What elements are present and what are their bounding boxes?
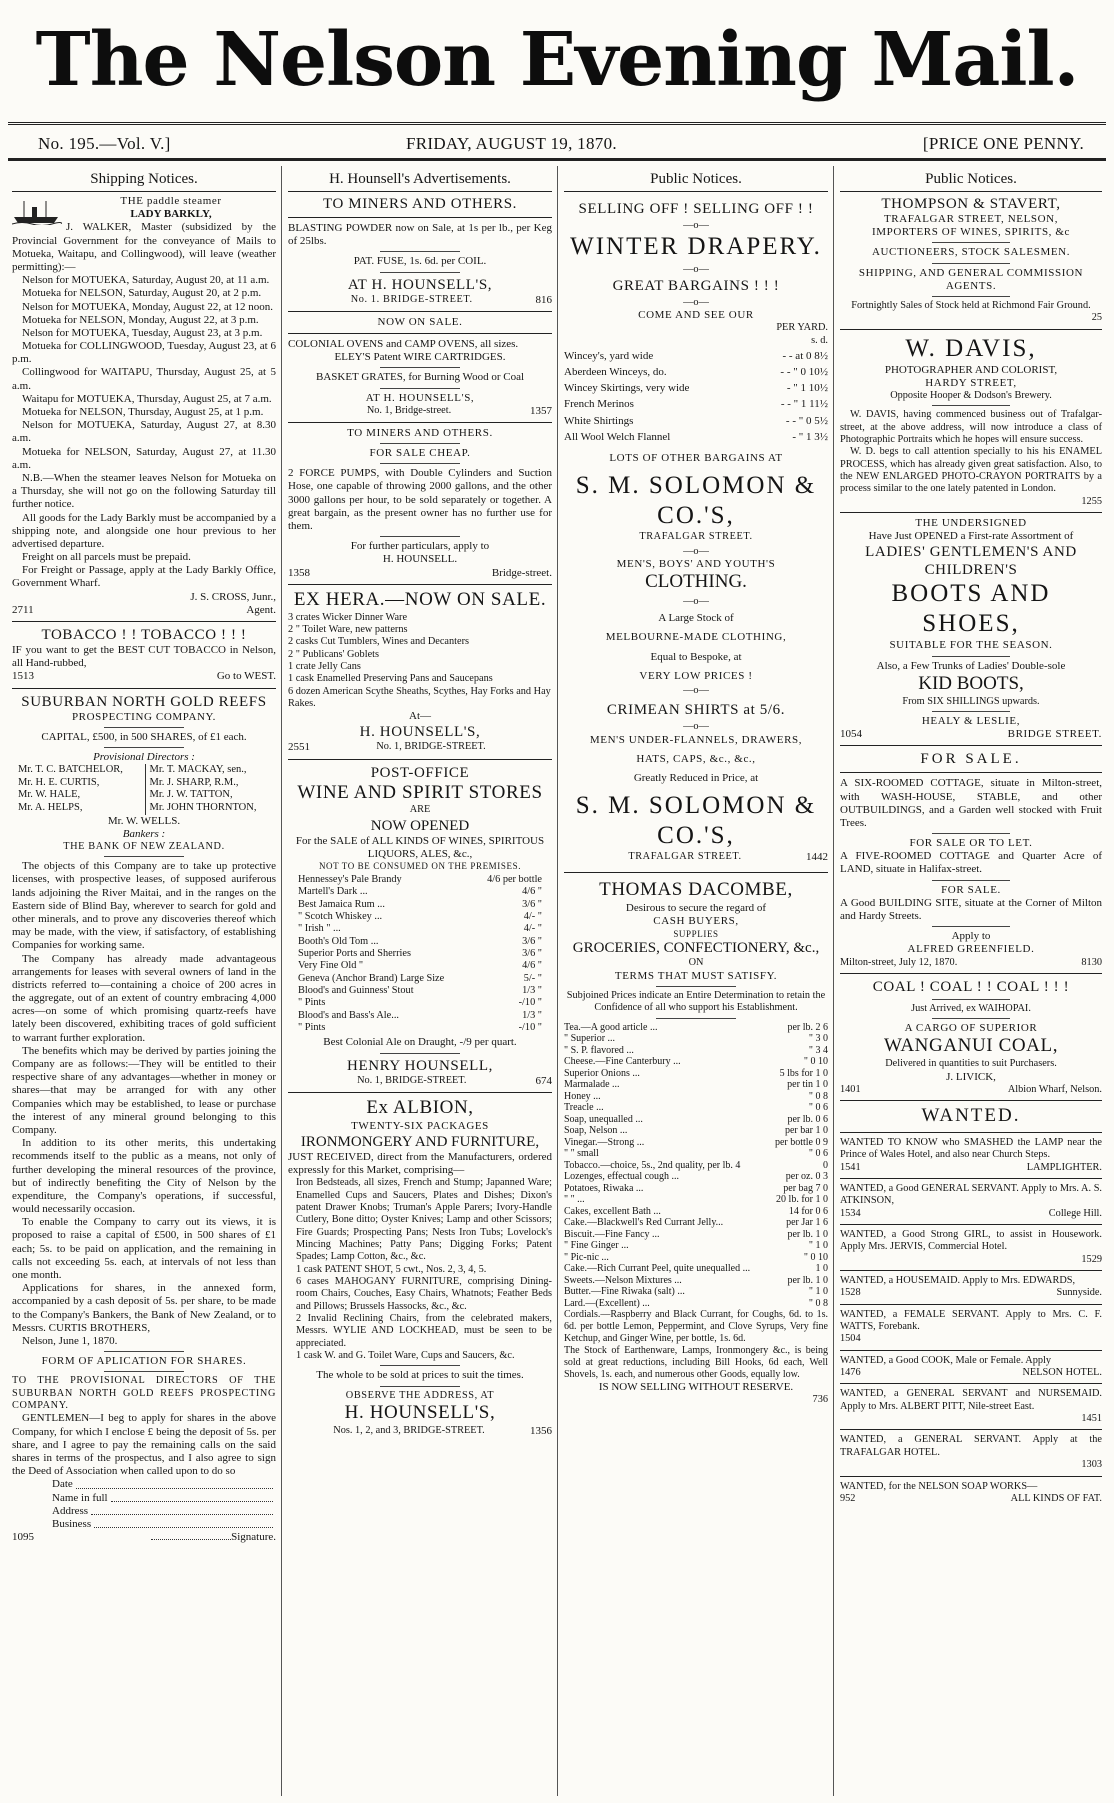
ad-text: COME AND SEE OUR xyxy=(638,309,754,322)
ad-text: ARE xyxy=(409,804,431,816)
ad-text: A CARGO OF SUPERIOR xyxy=(904,1022,1038,1035)
ad-text: Cordials.—Raspberry and Black Currant, for Coughs, 6d. to 1s. 6d. per bottle Lemon, Peppermint, and Clove Syrups, Very fine Ketchup, and Ginger Wine, per bottle, 1s. 6d. xyxy=(564,1309,828,1345)
ad-text: VERY LOW PRICES ! xyxy=(639,669,753,682)
ad-title: SELLING OFF ! SELLING OFF ! ! xyxy=(578,201,814,217)
ad-number: 1442 xyxy=(805,851,828,864)
ad-subtitle: TWENTY-SIX PACKAGES xyxy=(351,1119,489,1132)
wanted-ad: WANTED, a HOUSEMAID. Apply to Mrs. EDWARDS, xyxy=(840,1275,1076,1287)
paragraph: The Company has already made advantageous arrangements for leases with several owners of land in the districts referred to—containing a choice of 200 acres in the aggregate, out of an extent of country embracing 4,000 acres—on some of which promising quartz-reefs have lately been discovered, exhibiting traces of gold sufficient to warrant further exploration. xyxy=(12,952,276,1044)
masthead-title: The Nelson Evening Mail. xyxy=(35,17,1079,103)
ship-name: LADY BARKLY, xyxy=(130,208,212,221)
director: Mr. J. SHARP, R.M., xyxy=(149,776,239,788)
paragraph: W. DAVIS, having commenced business out of Trafalgar-street, at the above address, will now introduce a class of Photographic Portraits which he hopes will ensure success. xyxy=(840,409,1102,446)
list-item: 1 crate Jelly Cans xyxy=(288,660,361,672)
director: Mr. H. E. CURTIS, xyxy=(18,776,100,788)
price-row: Geneva (Anchor Brand) Large Size 5/- " xyxy=(298,972,542,984)
price-row: Superior Onions ... 5 lbs for 1 0 xyxy=(564,1067,828,1079)
ad-number: 1356 xyxy=(530,1424,552,1437)
ad-gold-reefs xyxy=(12,693,276,1545)
notice: All goods for the Lady Barkly must be accompanied by a shipping note, and alongside one hour previous to her advertised departure. xyxy=(12,511,276,550)
price-row: Booth's Old Tom ... 3/6 " xyxy=(298,935,542,947)
ad-title: SUBURBAN NORTH GOLD REEFS xyxy=(21,693,267,710)
price-row: Blood's and Bass's Ale... 1/3 " xyxy=(298,1009,542,1021)
sailing: Motueka for NELSON, Saturday, August 27, at 11.30 a.m. xyxy=(12,445,276,471)
sailing: Nelson for MOTUEKA, Saturday, August 20, at 11 a.m. xyxy=(22,274,270,287)
ad-text: A Good BUILDING SITE, situate at the Corner of Milton and Hardy Streets. xyxy=(840,896,1102,923)
ad-text: MELBOURNE-MADE CLOTHING, xyxy=(605,631,787,644)
price-row: Sweets.—Nelson Mixtures ... per lb. 1 0 xyxy=(564,1274,828,1286)
ad-text: AUCTIONEERS, STOCK SALESMEN. xyxy=(871,246,1071,259)
price-row: " Superior ... " 3 0 xyxy=(564,1033,828,1045)
ad-text: Go to WEST. xyxy=(216,670,276,683)
ad-subtitle: PROSPECTING COMPANY. xyxy=(71,710,217,723)
ad-title: TO MINERS AND OTHERS. xyxy=(347,426,493,439)
ad-number: 1095 xyxy=(12,1531,34,1544)
ad-text: THE UNDERSIGNED xyxy=(915,517,1027,530)
ad-title: WINE AND SPIRIT STORES xyxy=(297,781,543,803)
sailing: Waitapu for MOTUEKA, Thursday, August 25, at 7 a.m. xyxy=(22,392,272,405)
price-row: Soap, Nelson ... per bar 1 0 xyxy=(564,1125,828,1137)
price-row: Soap, unequalled ... per lb. 0 6 xyxy=(564,1113,828,1125)
price-row: Superior Ports and Sherries 3/6 " xyxy=(298,948,542,960)
ad-number: 1513 xyxy=(12,670,34,683)
ad-title: CLOTHING. xyxy=(645,571,747,593)
price-row: Hennessey's Pale Brandy 4/6 per bottle xyxy=(298,873,542,885)
ad-number: 1358 xyxy=(288,566,310,579)
ad-signature: HEALY & LESLIE, xyxy=(921,714,1021,727)
ad-number: 2551 xyxy=(288,741,310,754)
price-row: Honey ... " 0 8 xyxy=(564,1090,828,1102)
steamer-icon xyxy=(12,197,62,225)
price-row: " Pints -/10 " xyxy=(298,1022,542,1034)
price-row: Tobacco.—choice, 5s., 2nd quality, per lb. 4 0 xyxy=(564,1159,828,1171)
price-row: Treacle ... " 0 6 xyxy=(564,1102,828,1114)
ad-signature: H. HOUNSELL'S, xyxy=(359,724,481,741)
sailing: Motueka for COLLINGWOOD, Tuesday, August 23, at 6 p.m. xyxy=(12,340,276,366)
ad-text: COLONIAL OVENS and CAMP OVENS, all sizes. xyxy=(288,337,519,350)
ad-text: Greatly Reduced in Price, at xyxy=(633,772,759,785)
price-row: Blood's and Guinness' Stout 1/3 " xyxy=(298,985,542,997)
director: Mr. J. W. TATTON, xyxy=(149,789,233,801)
list-item: 3 crates Wicker Dinner Ware xyxy=(288,611,408,623)
wanted-ad: WANTED, for the NELSON SOAP WORKS— xyxy=(840,1480,1038,1492)
ad-signature: HENRY HOUNSELL, xyxy=(347,1057,493,1074)
ad-text: LOTS OF OTHER BARGAINS AT xyxy=(609,452,783,465)
ad-title: FOR SALE. xyxy=(941,883,1001,896)
wanted-ad: WANTED, a FEMALE SERVANT. Apply to Mrs. C. F. WATTS, Forebank. xyxy=(840,1308,1102,1333)
ad-title: THOMPSON & STAVERT, xyxy=(881,196,1061,212)
ad-address: AT H. HOUNSELL'S, xyxy=(347,276,493,293)
ad-number: 1528 xyxy=(840,1287,861,1299)
street: No. 1, BRIDGE-STREET. xyxy=(357,1074,467,1086)
ad-text: Have Just OPENED a First-rate Assortment of xyxy=(868,530,1074,543)
ad-subtitle: PHOTOGRAPHER AND COLORIST, xyxy=(884,363,1058,376)
director: Mr. W. WELLS. xyxy=(107,814,181,827)
list-item: 1 cask PATENT SHOT, 5 cwt., Nos. 2, 3, 4, 5. xyxy=(296,1263,487,1275)
notice: N.B.—When the steamer leaves Nelson for Motueka on a Thursday, she will not go on the following Saturday till further notice. xyxy=(12,471,276,511)
ad-text: Best Colonial Ale on Draught, -/9 per quart. xyxy=(323,1036,517,1049)
price-row: French Merinos - - " 1 11½ xyxy=(564,398,828,411)
ad-text: HATS, CAPS, &c., &c., xyxy=(636,752,756,765)
paragraph: The benefits which may be derived by parties joining the Company are as follows:—They will be entitled to their respective share of any advantages—whether in money or shares—that may be arranged for with any other Companies which may be established, to lease or purchase the interest of any mineral ground belonging to this Company. xyxy=(12,1044,276,1136)
ad-title: WANGANUI COAL, xyxy=(883,1035,1059,1057)
ad-text: PER YARD. xyxy=(776,322,828,334)
bank-name: THE BANK OF NEW ZEALAND. xyxy=(63,840,225,852)
list-item: 2 casks Cut Tumblers, Wines and Decanters xyxy=(288,636,469,648)
notice: For Freight or Passage, apply at the Lady Barkly Office, Government Wharf. xyxy=(12,564,276,590)
street: BRIDGE STREET. xyxy=(1007,728,1102,741)
price-row: Cake.—Blackwell's Red Currant Jelly... per Jar 1 6 xyxy=(564,1217,828,1229)
street: HARDY STREET, xyxy=(925,376,1017,389)
ad-signature: J. LIVICK, xyxy=(946,1070,996,1083)
column-hounsell xyxy=(284,166,556,1796)
wanted-ad: WANTED, a Good COOK, Male or Female. Apply xyxy=(840,1354,1052,1366)
price-row: Marmalade ... per tin 1 0 xyxy=(564,1079,828,1091)
ad-title: NOW ON SALE. xyxy=(377,315,463,328)
price-row: Lard.—(Excellent) ... " 0 8 xyxy=(564,1297,828,1309)
price-row: " " small " 0 6 xyxy=(564,1148,828,1160)
form-field-label: Business xyxy=(52,1517,92,1530)
ad-text: Subjoined Prices indicate an Entire Determination to retain the Confidence of all who support his Establishment. xyxy=(566,989,826,1014)
bankers-heading: Bankers : xyxy=(122,827,166,840)
grocery-price-list xyxy=(564,1022,828,1310)
column-shipping xyxy=(8,166,280,1796)
ad-text: The whole to be sold at prices to suit the times. xyxy=(316,1369,524,1382)
ad-signature: ALL KINDS OF FAT. xyxy=(1010,1492,1102,1504)
ad-number: 1476 xyxy=(840,1367,861,1379)
price-row: " Pic-nic ... " 0 10 xyxy=(564,1251,828,1263)
ad-text: Also, a Few Trunks of Ladies' Double-sole xyxy=(876,659,1066,672)
notice: Freight on all parcels must be prepaid. xyxy=(22,551,191,564)
ad-number: 1357 xyxy=(529,404,552,417)
ad-title: BOOTS AND SHOES, xyxy=(891,580,1051,638)
masthead-rule xyxy=(8,122,1106,125)
ad-text: A FIVE-ROOMED COTTAGE and Quarter Acre of LAND, situate in Halifax-street. xyxy=(840,850,1102,876)
ad-text: For further particulars, apply to xyxy=(350,540,490,553)
sailing: Motueka for NELSON, Monday, August 22, at 3 p.m. xyxy=(22,313,259,326)
sailing: Collingwood for WAITAPU, Thursday, August 25, at 5 a.m. xyxy=(12,366,276,392)
divider xyxy=(12,688,276,689)
ad-text: BASKET GRATES, for Burning Wood or Coal xyxy=(315,371,525,384)
ad-number: 2711 xyxy=(12,603,34,616)
ad-number: 1401 xyxy=(840,1083,861,1095)
wanted-ad: WANTED, a Good Strong GIRL, to assist in Housework. Apply Mrs. JERVIS, Commercial Hotel. xyxy=(840,1229,1102,1253)
sailing: Nelson for MOTUEKA, Saturday, August 27, at 8.30 a.m. xyxy=(12,419,276,445)
signature-title: Agent. xyxy=(246,603,276,616)
ad-tobacco xyxy=(12,626,276,684)
ad-title: WINTER DRAPERY. xyxy=(570,233,822,261)
divider xyxy=(12,621,276,622)
price-row: Cakes, excellent Bath ... 14 for 0 6 xyxy=(564,1205,828,1217)
ad-text: CASH BUYERS, xyxy=(653,915,739,928)
ad-text: A SIX-ROOMED COTTAGE, situate in Milton-street, with WASH-HOUSE, STABLE, and other OUTBUILDINGS, and a Garden well stocked with Fruit Trees. xyxy=(840,777,1102,829)
signature: J. S. CROSS, Junr., xyxy=(190,590,276,603)
ad-text: The Stock of Earthenware, Lamps, Ironmongery &c., is being sold at great reductions, including Bill Hooks, 6d each, Well Shovels, 1s. each, and numerous other Goods, equally low. xyxy=(564,1345,828,1381)
wanted-ad: WANTED, a GENERAL SERVANT. Apply at the TRAFALGAR HOTEL. xyxy=(840,1434,1102,1458)
section-heading: H. Hounsell's Advertisements. xyxy=(288,166,552,192)
issue-date: FRIDAY, AUGUST 19, 1870. xyxy=(406,134,617,153)
director: Mr. W. HALE, xyxy=(18,789,81,801)
street: TRAFALGAR STREET. xyxy=(639,531,753,543)
sailing: Motueka for NELSON, Thursday, August 25, at 1 p.m. xyxy=(22,406,264,418)
ad-title: TOBACCO ! ! TOBACCO ! ! ! xyxy=(41,627,247,643)
ad-title: LADIES' GENTLEMEN'S AND CHILDREN'S xyxy=(865,544,1077,579)
list-item: 2 " Publicans' Goblets xyxy=(288,648,380,660)
price-row: Butter.—Fine Riwaka (salt) ... " 1 0 xyxy=(564,1286,828,1298)
street: Nos. 1, 2, and 3, BRIDGE-STREET. xyxy=(333,1424,485,1436)
wanted-ad: WANTED, a Good GENERAL SERVANT. Apply to Mrs. A. S. ATKINSON, xyxy=(840,1182,1102,1207)
wanted-ad: WANTED, a GENERAL SERVANT and NURSEMAID. Apply to Mrs. ALBERT PITT, Nile-street East. xyxy=(840,1388,1102,1412)
ad-text: ON xyxy=(688,957,704,969)
ad-text: SUPPLIES xyxy=(673,928,719,939)
form-field-label: Signature. xyxy=(231,1531,276,1544)
ad-number: 816 xyxy=(535,293,552,306)
ad-text: PAT. FUSE, 1s. 6d. per COIL. xyxy=(353,255,487,268)
director: Mr. A. HELPS, xyxy=(18,801,83,813)
ad-text: For the SALE of ALL KINDS OF WINES, SPIRITOUS LIQUORS, ALES, &c., xyxy=(295,834,545,860)
ad-text: JUST RECEIVED, direct from the Manufacturers, ordered expressly for this Market, comprising— xyxy=(288,1150,552,1176)
ad-text: OBSERVE THE ADDRESS, AT xyxy=(345,1389,495,1401)
ad-signature: Sunnyside. xyxy=(1056,1287,1102,1299)
ad-title: KID BOOTS, xyxy=(918,672,1024,694)
section-heading: Public Notices. xyxy=(840,166,1102,192)
ad-number: 1504 xyxy=(840,1333,861,1345)
ad-number: 1534 xyxy=(840,1207,861,1219)
ad-number: 1054 xyxy=(840,728,862,741)
ad-signature: H. HOUNSELL'S, xyxy=(344,1401,496,1423)
price-row: White Shirtings - - " 0 5½ xyxy=(564,414,828,427)
dateline xyxy=(8,128,1106,156)
ad-title: THE paddle steamer xyxy=(120,195,222,207)
sailing: Nelson for MOTUEKA, Tuesday, August 23, at 3 p.m. xyxy=(22,326,263,339)
price-row: Wincey Skirtings, very wide - " 1 10½ xyxy=(564,382,828,395)
director: Mr. T. MACKAY, sen., xyxy=(149,764,247,776)
price-row: All Wool Welch Flannel - " 1 3½ xyxy=(564,430,828,443)
ad-text: Equal to Bespoke, at xyxy=(650,650,742,663)
list-item: 2 Invalid Reclining Chairs, from the celebrated makers, Messrs. WYLIE AND LOCKHEAD, must be seen to be appreciated. xyxy=(296,1312,552,1349)
section-heading: Shipping Notices. xyxy=(12,166,276,192)
list-item: Iron Bedsteads, all sizes, French and Stump; Japanned Ware; Enamelled Cups and Saucers, Plates and Dishes; Dixon's patent Drawer Knobs; Truman's Apple Parers; Ivory-Handle Cutlery, Bone ditto; Oyster Knives; Lamp and other Scissors; Fire Guards; Prospecting Pans; Nests Iron Tubs; Lovelock's Mincing Machines; Patty Pans; Digging Forks; Patent Spades; Lamp Cotton, &c., &c. xyxy=(296,1177,552,1263)
ad-number: 8130 xyxy=(1081,956,1102,968)
form-heading: FORM OF APLICATION FOR SHARES. xyxy=(41,1355,247,1368)
paragraph: W. D. begs to call attention specially to his his ENAMEL PROCESS, which has already given great satisfaction. Also, to the NEW ENLARGED PHOTO-CRAYON PORTRAITS by a process similar to the one lately patented in London. xyxy=(840,446,1102,495)
column-rule xyxy=(833,166,834,1796)
ad-signature: LAMPLIGHTER. xyxy=(1026,1161,1102,1173)
sailing: Nelson for MOTUEKA, Monday, August 22, at 12 noon. xyxy=(22,300,274,313)
street: Bridge-street. xyxy=(491,566,552,579)
ad-title: FOR SALE CHEAP. xyxy=(369,447,471,460)
ad-title: IRONMONGERY AND FURNITURE, xyxy=(300,1133,540,1150)
column-public-notices: Public Notices. SELLING OFF ! SELLING OFF ! ! —o— WINTER DRAPERY. —o— GREAT BARGAINS ! ! ! —o— COME AND SEE OUR PER YARD. s. d. Wincey's, yard wide - - at 0 8½ Aberdeen Winceys, do. - - " 0 10½ Wincey Skirtings, very wide - " 1 10½ French Merinos - - " 1 11½ White Shirtings - - " 0 5½ All Wool Welch Flannel - " 1 3½ LOTS OF OTHER BARGAINS AT S. M. SOLOMON & CO.'S, TRAFALGAR STREET. —o— MEN'S, BOYS' AND YOUTH'S CLOTHING. —o— A Large Stock of MELBOURNE-MADE CLOTHING, Equal to Bespoke, at VERY LOW PRICES ! —o— CRIMEAN SHIRTS at 5/6. —o— MEN'S UNDER-FLANNELS, DRAWERS, HATS, CAPS, &c., &c., Greatly Reduced in Price, at S. M. SOLOMON & CO.'S, TRAFALGAR STREET. 1442 THOMAS DACOMBE, Desirous to secure the regard of CASH BUYERS, SUPPLIES GROCERIES, CONFECTIONERY, &c., ON TERMS THAT MUST SATISFY. Subjoined Prices indicate an Entire Determination to retain the Confidence of all who support his Establishment. Tea.—A good article ... per lb. 2 6 " Superior ... " 3 0 " S. P. flavored ... " 3 4 Cheese.—Fine Canterbury ... " 0 10 Superior Onions ... 5 lbs for 1 0 Marmalade ... per tin 1 0 Honey ... " 0 8 Treacle ... " 0 6 Soap, unequalled ... per lb. 0 6 Soap, Nelson ... per bar 1 0 Vinegar.—Strong ... per bottle 0 9 " " small " 0 6 Tobacco.—choice, 5s., 2nd quality, per lb. 4 0 Lozenges, effectual cough ... per oz. 0 3 Potatoes, Riwaka ... per bag 7 0 " " ... 20 lb. for 1 0 Cakes, excellent Bath ... 14 for 0 6 Cake.—Blackwell's Red Currant Jelly... per Jar 1 6 Biscuit.—Fine Fancy ... per lb. 1 0 " Fine Ginger ... " 1 0 " Pic-nic ... " 0 10 Cake.—Rich Currant Peel, quite unequalled ... 1 0 Sweets.—Nelson Mixtures ... per lb. 1 0 Butter.—Fine Riwaka (salt) ... " 1 0 Lard.—(Excellent) ... " 0 8 Cordials.—Raspberry and Black Currant, for Coughs, 6d. to 1s. 6d. per bottle Lemon, Peppermint, and Clove Syrups, Very fine Ketchup, and Ginger Wine, per bottle, 1s. 6d. The Stock of Earthenware, Lamps, Ironmongery &c., is being sold at great reductions, including Bill Hooks, 6d each, Well Shovels, 1s. each, and numerous other Goods, equally low. IS NOW SELLING WITHOUT RESERVE. 736 xyxy=(560,166,832,1796)
price-row: " " ... 20 lb. for 1 0 xyxy=(564,1194,828,1206)
ad-number: 1255 xyxy=(1081,495,1102,507)
paragraph: To enable the Company to carry out its views, it is proposed to raise a capital of £500, in 500 shares of £1 each; 5s. to be paid on application, and the remaining in calls not exceeding 5s. each, at intervals of not less than one month. xyxy=(12,1216,276,1282)
paragraph: In addition to its other merits, this undertaking recommends itself to the public as a means, not only of further developing the mineral resources of the province, but of indirectly benefiting the City of Nelson by the expenditure, the Company's operations, if successful, would necessarily occasion. xyxy=(12,1137,276,1216)
price-row: " Scotch Whiskey ... 4/- " xyxy=(298,911,542,923)
price-row: " S. P. flavored ... " 3 4 xyxy=(564,1044,828,1056)
ad-number: 736 xyxy=(812,1394,828,1406)
ad-signature: H. HOUNSELL. xyxy=(382,553,458,566)
ad-title: FOR SALE OR TO LET. xyxy=(909,837,1033,850)
column-public-notices-2 xyxy=(836,166,1106,1796)
street: TRAFALGAR STREET. xyxy=(628,851,742,863)
ad-title: TO MINERS AND OTHERS. xyxy=(322,196,517,212)
form-text: GENTLEMEN—I beg to apply for shares in the above Company, for which I enclose £ being the deposit of 5s. per share, and I agree to pay the remaining calls on the said shares in terms of the prospectus, and I also agree to sign the Deed of Association when called upon to do so xyxy=(12,1412,276,1478)
list-item: 1 cask Enamelled Preserving Pans and Saucepans xyxy=(288,673,493,685)
ad-title: CRIMEAN SHIRTS at 5/6. xyxy=(606,702,786,719)
list-item: 6 dozen American Scythe Sheaths, Scythes, Hay Forks and Hay Rakes. xyxy=(288,685,551,709)
ad-title: MEN'S, BOYS' AND YOUTH'S xyxy=(616,557,776,570)
director: Mr. JOHN THORNTON, xyxy=(149,801,257,813)
street: Albion Wharf, Nelson. xyxy=(1007,1083,1102,1095)
ad-text: A Large Stock of xyxy=(658,612,734,625)
price-row: Very Fine Old " 4/6 " xyxy=(298,960,542,972)
issue-number: No. 195.—Vol. V.] xyxy=(38,134,171,153)
section-heading: Public Notices. xyxy=(564,166,828,192)
ad-title: Ex ALBION, xyxy=(366,1096,474,1118)
ad-text: SUITABLE FOR THE SEASON. xyxy=(889,639,1053,652)
ad-text: BLASTING POWDER now on Sale, at 1s per lb., per Keg of 25lbs. xyxy=(288,222,552,248)
street: No. 1. BRIDGE-STREET. xyxy=(350,293,473,305)
director: Mr. T. C. BATCHELOR, xyxy=(18,764,123,776)
form-field-label: Name in full xyxy=(52,1491,108,1504)
ad-text: Desirous to secure the regard of xyxy=(625,902,767,915)
ad-title: COAL ! COAL ! ! COAL ! ! ! xyxy=(872,978,1070,995)
price-row: Vinegar.—Strong ... per bottle 0 9 xyxy=(564,1136,828,1148)
ad-text: Fortnightly Sales of Stock held at Richmond Fair Ground. xyxy=(851,299,1091,311)
price-row: Tea.—A good article ... per lb. 2 6 xyxy=(564,1021,828,1033)
ad-text: IMPORTERS OF WINES, SPIRITS, &c xyxy=(871,226,1071,239)
ad-number: 674 xyxy=(535,1074,552,1087)
street: TRAFALGAR STREET, NELSON, xyxy=(883,213,1059,225)
form-addressee: TO THE PROVISIONAL DIRECTORS OF THE SUBURBAN NORTH GOLD REEFS PROSPECTING COMPANY. xyxy=(12,1375,276,1412)
price-row: Best Jamaica Rum ... 3/6 " xyxy=(298,898,542,910)
issue-price: [PRICE ONE PENNY. xyxy=(922,134,1084,153)
price-row: Cheese.—Fine Canterbury ... " 0 10 xyxy=(564,1056,828,1068)
ad-lady-barkly xyxy=(12,195,276,617)
list-item: 1 cask W. and G. Toilet Ware, Cups and Saucers, &c. xyxy=(296,1350,515,1361)
directors-heading: Provisional Directors : xyxy=(93,750,195,763)
paragraph: Applications for shares, in the annexed form, accompanied by a cash deposit of 5s. per share, to be made to the Company's Bankers, the Bank of New Zealand, or to Messrs. CURTIS BROTHERS, xyxy=(12,1282,276,1334)
ad-title: GROCERIES, CONFECTIONERY, &c., xyxy=(572,940,820,957)
ad-text: IF you want to get the BEST CUT TOBACCO in Nelson, all Hand-rubbed, xyxy=(12,644,276,670)
ad-title: FOR SALE. xyxy=(920,751,1022,768)
price-row: Potatoes, Riwaka ... per bag 7 0 xyxy=(564,1182,828,1194)
ad-title: TERMS THAT MUST SATISFY. xyxy=(614,969,778,982)
ad-text: Delivered in quantities to suit Purchasers. xyxy=(885,1058,1057,1070)
street: No. 1, BRIDGE-STREET. xyxy=(376,741,486,753)
price-row: " Irish " ... 4/- " xyxy=(298,923,542,935)
ad-text: IS NOW SELLING WITHOUT RESERVE. xyxy=(598,1381,794,1394)
ad-text: At— xyxy=(409,710,431,723)
form-field-label: Date xyxy=(52,1478,73,1491)
ad-signature: ALFRED GREENFIELD. xyxy=(907,943,1035,956)
price-list xyxy=(288,872,552,1036)
ad-title: EX HERA.—NOW ON SALE. xyxy=(293,588,547,610)
price-row: Cake.—Rich Currant Peel, quite unequalled ... 1 0 xyxy=(564,1263,828,1275)
ad-text: From SIX SHILLINGS upwards. xyxy=(902,695,1040,707)
ad-title: POST-OFFICE xyxy=(370,764,470,781)
price-row: Wincey's, yard wide - - at 0 8½ xyxy=(564,349,828,362)
ad-text: Just Arrived, ex WAIHOPAI. xyxy=(911,1002,1031,1014)
ad-title: THOMAS DACOMBE, xyxy=(599,879,793,901)
date-line: Nelson, June 1, 1870. xyxy=(22,1334,118,1347)
form-field-label: Address xyxy=(52,1504,89,1517)
ad-signature: S. M. SOLOMON & CO.'S, xyxy=(575,792,817,850)
ad-number: 1451 xyxy=(1081,1413,1102,1425)
ad-title: GREAT BARGAINS ! ! ! xyxy=(612,277,780,294)
ad-text: ELEY'S Patent WIRE CARTRIDGES. xyxy=(334,351,506,364)
price-row: Biscuit.—Fine Fancy ... per lb. 1 0 xyxy=(564,1228,828,1240)
ad-text: s. d. xyxy=(811,334,828,346)
ad-number: 25 xyxy=(1091,312,1102,324)
ad-text: J. WALKER, Master (subsidized by the Provincial Government for the conveyance of Mails to Motueka, Waitapu, and Collingwood), will leave (weather permitting):— xyxy=(12,221,276,273)
price-row: " Fine Ginger ... " 1 0 xyxy=(564,1240,828,1252)
date-line: Milton-street, July 12, 1870. xyxy=(840,956,958,968)
ad-title: WANTED. xyxy=(921,1105,1021,1127)
column-rule xyxy=(281,166,282,1796)
ad-text: NOT TO BE CONSUMED ON THE PREMISES. xyxy=(318,861,522,872)
paragraph: The objects of this Company are to take up protective licenses, with prospective leases, of supposed auriferous lands adjoining the River Maitai, and in the ranges on the Eastern side of Blind Bay, wherever to search for gold and other minerals, and to prove any discoveries thereof which may be made, with the view, if satisfactory, of establishing Companies for working same. xyxy=(12,860,276,952)
ad-signature: S. M. SOLOMON & CO.'S, xyxy=(575,472,817,530)
ad-text: SHIPPING, AND GENERAL COMMISSION AGENTS. xyxy=(858,266,1084,292)
ad-text: 2 FORCE PUMPS, with Double Cylinders and Suction Hose, one capable of throwing 2000 gallons, and the other 3000 gallons per hour, to be sold separately or together. A great bargain, as the present owner has no further use for them. xyxy=(288,467,552,532)
street: No. 1, Bridge-street. xyxy=(366,404,452,416)
column-rule xyxy=(557,166,558,1796)
ad-number: 1529 xyxy=(1081,1253,1102,1265)
ad-number: 952 xyxy=(840,1492,856,1504)
ad-signature: NELSON HOTEL. xyxy=(1022,1367,1102,1379)
ad-text: Apply to xyxy=(951,930,991,943)
price-row: " Pints -/10 " xyxy=(298,997,542,1009)
ad-number: 1541 xyxy=(840,1161,861,1173)
price-row: Martell's Dark ... 4/6 " xyxy=(298,886,542,898)
dateline-rule xyxy=(8,158,1106,161)
sailing: Motueka for NELSON, Saturday, August 20, at 2 p.m. xyxy=(22,287,262,300)
ad-signature: College Hill. xyxy=(1048,1207,1102,1219)
ad-title: NOW OPENED xyxy=(370,817,470,834)
list-item: 6 cases MAHOGANY FURNITURE, comprising Dining-room Chairs, Couches, Easy Chairs, Whatnots; Feather Beds and Pillows; Brussels Hassocks, &c., &c. xyxy=(296,1275,552,1312)
ad-text: MEN'S UNDER-FLANNELS, DRAWERS, xyxy=(589,733,803,746)
ad-number: 1303 xyxy=(1081,1459,1102,1471)
wanted-ad: WANTED TO KNOW who SMASHED the LAMP near the Prince of Wales Hotel, and also near Church Steps. xyxy=(840,1136,1102,1161)
capital: CAPITAL, £500, in 500 SHARES, of £1 each. xyxy=(41,730,247,743)
ad-title: W. DAVIS, xyxy=(905,334,1037,362)
price-row: Lozenges, effectual cough ... per oz. 0 3 xyxy=(564,1171,828,1183)
ad-text: Opposite Hooper & Dodson's Brewery. xyxy=(890,390,1052,401)
ad-address: AT H. HOUNSELL'S, xyxy=(365,391,475,404)
price-row: Aberdeen Winceys, do. - - " 0 10½ xyxy=(564,366,828,379)
list-item: 2 " Toilet Ware, new patterns xyxy=(288,623,408,635)
